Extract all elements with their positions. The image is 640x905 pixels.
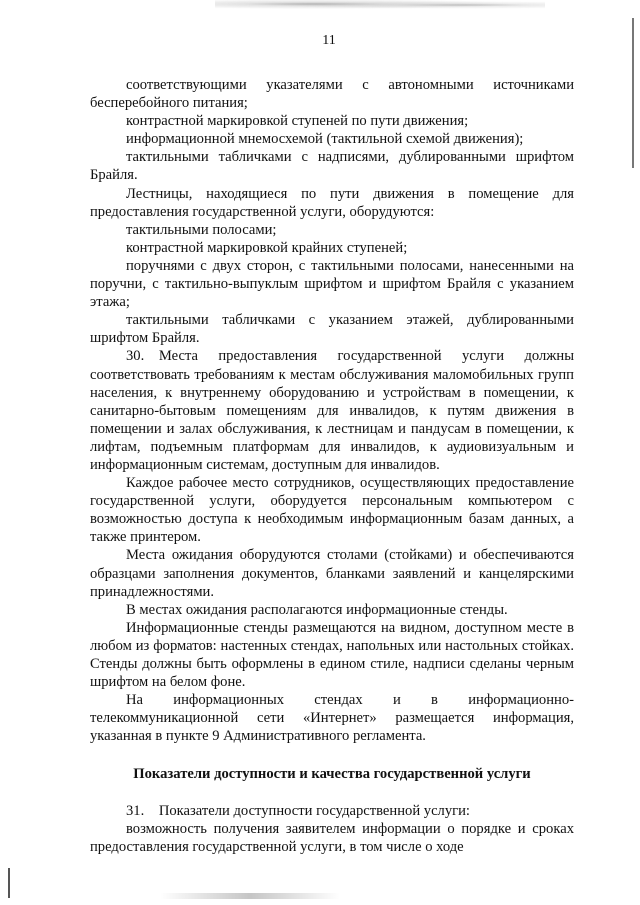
scan-artifact-bottom (160, 893, 340, 899)
paragraph: контрастной маркировкой ступеней по пути движения; (126, 113, 469, 130)
paragraph: Места ожидания оборудуются столами (стойками) и обеспечиваются образцами заполнения документов, бланками заявлений и канцелярскими принадлежностями. (90, 547, 574, 600)
section-heading: Показатели доступности и качества государственной услуги (133, 766, 531, 783)
scan-artifact-top (215, 0, 545, 10)
scan-artifact-left-edge (8, 868, 10, 898)
paragraph: Каждое рабочее место сотрудников, осуществляющих предоставление государственной услуги, оборудуется персональным компьютером с возможностью доступа к необходимым информационным базам данных, а также принтером. (90, 475, 574, 546)
paragraph: тактильными табличками с надписями, дублированными шрифтом Брайля. (90, 149, 574, 184)
page-number: 11 (322, 33, 336, 48)
paragraph: соответствующими указателями с автономными источниками бесперебойного питания; (90, 77, 574, 112)
paragraph: В местах ожидания располагаются информационные стенды. (126, 601, 508, 618)
paragraph: Информационные стенды размещаются на видном, доступном месте в любом из форматов: настенных стендах, напольных или настольных стойках. Стенды должны быть оформлены в едином стиле, надписи сделаны черным шрифтом на белом фоне. (90, 619, 574, 691)
paragraph: На информационных стендах и в информационно-телекоммуникационной сети «Интернет» размещается информация, указанная в пункте 9 Административного регламента. (90, 692, 574, 745)
paragraph: поручнями с двух сторон, с тактильными полосами, нанесенными на поручни, с тактильно-выпуклым шрифтом и шрифтом Брайля с указанием этажа; (90, 257, 574, 311)
paragraph: возможность получения заявителем информации о порядке и сроках предоставления государственной услуги, в том числе о ходе (90, 820, 574, 855)
paragraph: контрастной маркировкой крайних ступеней; (126, 239, 408, 256)
document-body (90, 76, 574, 856)
paragraph-item-30: 30. Места предоставления государственной услуги должны соответствовать требованиям к местам обслуживания маломобильных групп населения, к внутреннему оборудованию и устройствам в помещении, к санитарно-бытовым помещениям для инвалидов, к путям движения в помещении и залах обслуживания, к лестницам и пандусам в помещении, к лифтам, подъемным платформам для инвалидов, к аудиовизуальным и информационным системам, доступным для инвалидов. (90, 348, 574, 473)
paragraph: Лестницы, находящиеся по пути движения в помещение для предоставления государственной услуги, оборудуются: (90, 185, 574, 220)
paragraph-item-31: 31. Показатели доступности государственной услуги: (126, 802, 470, 819)
paragraph: тактильными табличками с указанием этажей, дублированными шрифтом Брайля. (90, 312, 574, 347)
paragraph: тактильными полосами; (126, 221, 277, 238)
paragraph: информационной мнемосхемой (тактильной схемой движения); (126, 131, 524, 148)
